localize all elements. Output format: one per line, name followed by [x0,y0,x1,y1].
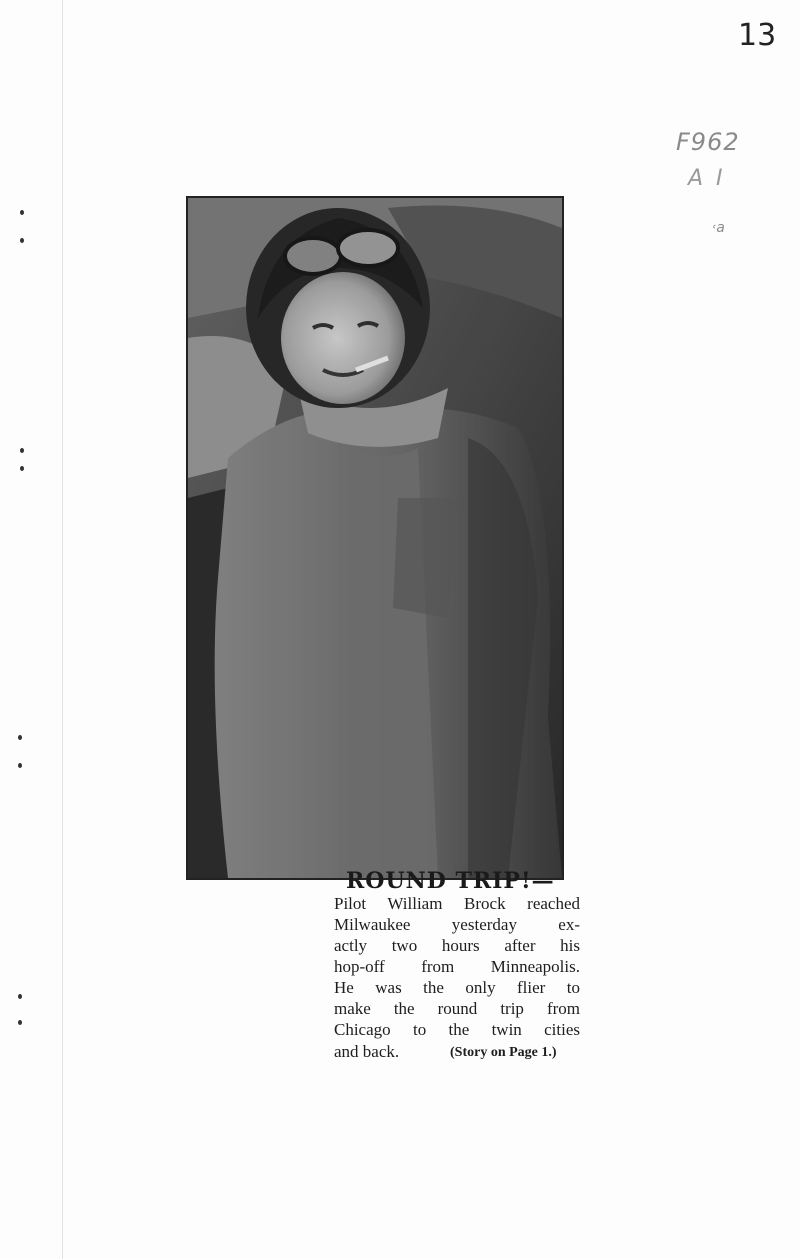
pilot-photo [186,196,564,880]
caption-last-line [334,1041,580,1063]
punch-mark [18,1020,22,1025]
series-note: A I [688,166,726,191]
caption-line: hop-off from Minneapolis. [334,957,580,976]
file-code-note: F962 [676,128,740,156]
caption-line: Milwaukee yesterday ex- [334,915,580,934]
punch-mark [18,994,22,999]
caption-line: Pilot William Brock reached [334,894,580,913]
punch-mark [20,210,24,215]
caption-line: actly two hours after his [334,936,580,955]
punch-mark [20,466,24,471]
page-number: 13 [738,18,777,53]
page-edge-rule [62,0,63,1259]
caption-line: He was the only flier to [334,978,580,997]
pilot-photo-image [188,198,562,878]
caption-line: make the round trip from [334,999,580,1018]
punch-mark [20,238,24,243]
caption-line-twin-cities: Chicago to the twin cities [334,1020,580,1039]
caption-headline: ROUND TRIP!— [346,868,555,894]
pencil-mark: ˓a [712,220,725,236]
punch-mark [18,763,22,768]
punch-mark [18,735,22,740]
caption-closing-text: and back. [334,1042,400,1061]
punch-mark [20,448,24,453]
story-reference: (Story on Page 1.) [450,1045,557,1060]
